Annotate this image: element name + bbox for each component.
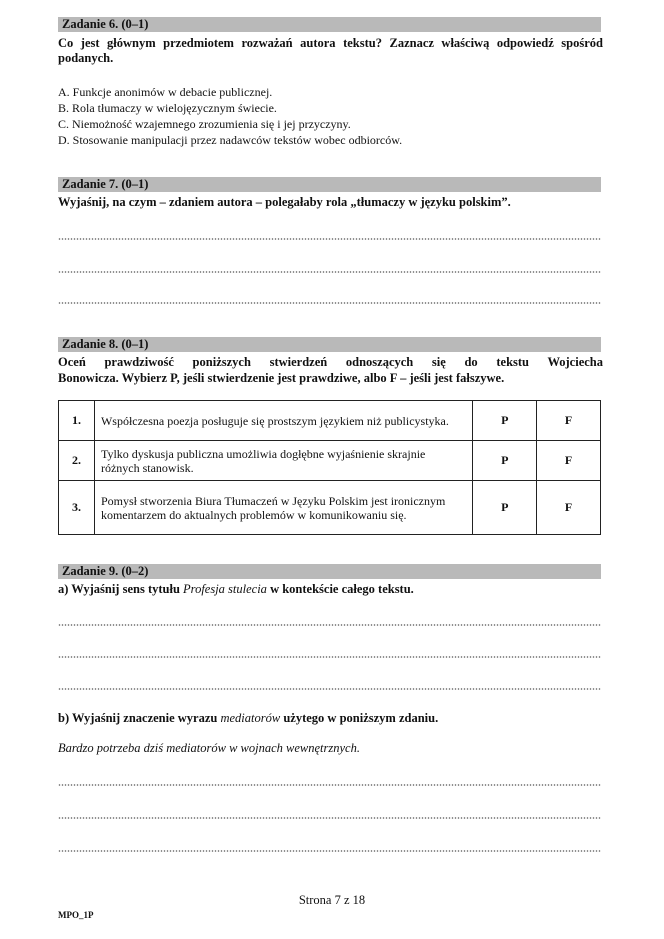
task9-a-suffix: w kontekście całego tekstu. — [266, 582, 414, 596]
task9-quote-text: Bardzo potrzeba dziś mediatorów w wojnach wewnętrznych. — [58, 741, 360, 755]
true-option[interactable]: P — [473, 441, 537, 481]
task9-quote — [58, 741, 603, 756]
true-option[interactable]: P — [473, 401, 537, 441]
row-number: 1. — [59, 401, 95, 441]
answer-line[interactable] — [58, 656, 601, 658]
task9-a-prefix: a) Wyjaśnij sens tytułu — [58, 582, 184, 596]
answer-line[interactable] — [58, 302, 601, 304]
exam-code: MPO_1P — [58, 910, 94, 920]
task6-option-d: D. Stosowanie manipulacji przez nadawców tekstów wobec odbiorców. — [58, 133, 403, 147]
statement: Tylko dyskusja publiczna umożliwia dogłębne wyjaśnienie skrajnie różnych stanowisk. — [94, 441, 472, 481]
false-option[interactable]: F — [537, 401, 601, 441]
task7-header: Zadanie 7. (0–1) — [58, 177, 601, 192]
task9-a-title: Profesja stulecia — [183, 582, 267, 596]
task6-option-c: C. Niemożność wzajemnego zrozumienia się i jej przyczyny. — [58, 117, 351, 131]
task8-question-line2: Bonowicza. Wybierz P, jeśli stwierdzenie jest prawdziwe, albo F – jeśli jest fałszywe. — [58, 371, 505, 385]
task9-part-a-question — [58, 582, 603, 597]
task9-header: Zadanie 9. (0–2) — [58, 564, 601, 579]
task9-b-prefix: b) Wyjaśnij znaczenie wyrazu — [58, 711, 221, 725]
task6-option-a: A. Funkcje anonimów w debacie publicznej. — [58, 85, 273, 99]
task6-question: Co jest głównym przedmiotem rozważań autora tekstu? Zaznacz właściwą odpowiedź spośród podanych. — [58, 36, 603, 65]
task9-part-b-question — [58, 711, 603, 726]
task9-b-word: mediatorów — [220, 711, 281, 725]
task6-header: Zadanie 6. (0–1) — [58, 17, 601, 32]
task6-option-b: B. Rola tłumaczy w wielojęzycznym świecie. — [58, 101, 277, 115]
answer-line[interactable] — [58, 238, 601, 240]
false-option[interactable]: F — [537, 481, 601, 535]
task9-b-suffix: użytego w poniższym zdaniu. — [280, 711, 439, 725]
page-number: Strona 7 z 18 — [298, 893, 366, 907]
task7-question: Wyjaśnij, na czym – zdaniem autora – polegałaby rola „tłumaczy w języku polskim”. — [58, 195, 511, 209]
row-number: 2. — [59, 441, 95, 481]
statement: Współczesna poezja posługuje się prostszym językiem niż publicystyka. — [94, 401, 472, 441]
answer-line[interactable] — [58, 850, 601, 852]
answer-line[interactable] — [58, 784, 601, 786]
task8-question-line1: Oceń prawdziwość poniższych stwierdzeń odnoszących się do tekstu Wojciecha — [58, 355, 603, 369]
answer-line[interactable] — [58, 688, 601, 690]
table-row — [59, 481, 601, 535]
answer-line[interactable] — [58, 271, 601, 273]
table-row — [59, 401, 601, 441]
answer-line[interactable] — [58, 817, 601, 819]
true-false-table — [58, 400, 601, 535]
task8-header: Zadanie 8. (0–1) — [58, 337, 601, 352]
false-option[interactable]: F — [537, 441, 601, 481]
row-number: 3. — [59, 481, 95, 535]
answer-line[interactable] — [58, 624, 601, 626]
table-row — [59, 441, 601, 481]
true-option[interactable]: P — [473, 481, 537, 535]
statement: Pomysł stworzenia Biura Tłumaczeń w Języku Polskim jest ironicznym komentarzem do aktualnych problemów w komunikowaniu się. — [94, 481, 472, 535]
